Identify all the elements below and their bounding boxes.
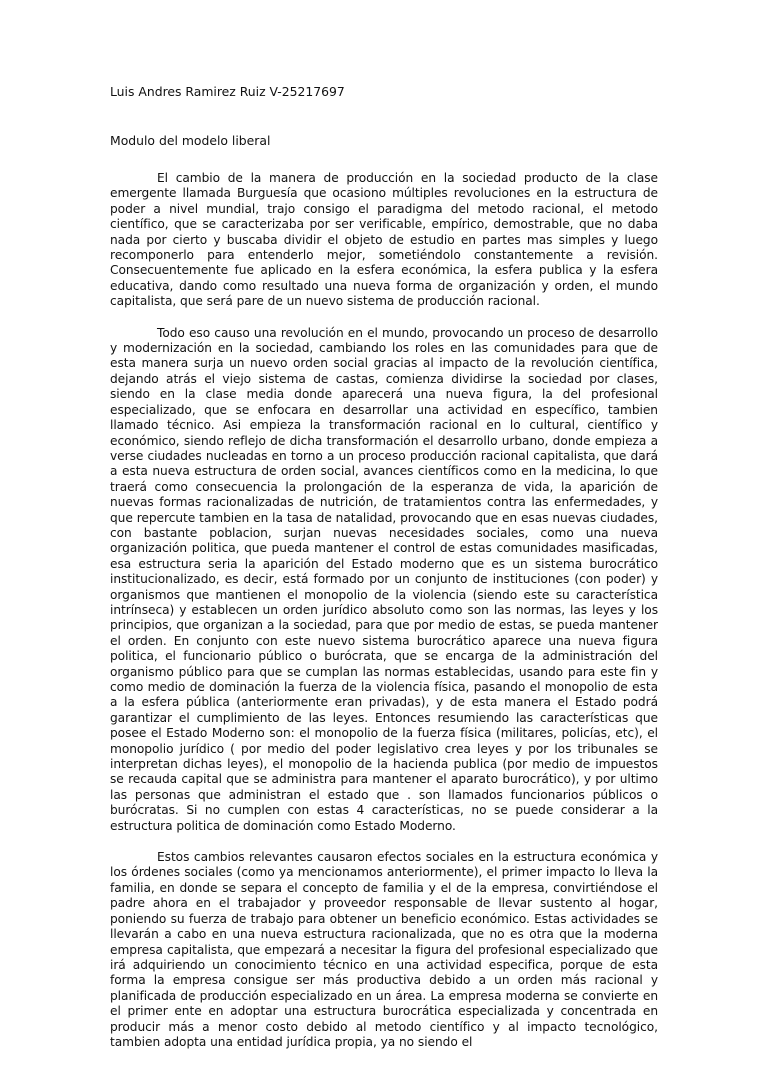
paragraph-2: Todo eso causo una revolución en el mundo, provocando un proceso de desarrollo y modernización en la sociedad, cambiando los roles en las comunidades para que de esta manera surja un nuevo orden social gracias al impacto de la revolución científica, dejando atrás el viejo sistema de castas, comienza dividirse la sociedad por clases, siendo en la clase media donde aparecerá una nueva figura, la del profesional especializado, que se enfocara en desarrollar una actividad en específico, tambien llamado técnico. Asi empieza la transformación racional en lo cultural, científico y económico, siendo reflejo de dicha transformación el desarrollo urbano, donde empieza a verse ciudades nucleadas en torno a un proceso producción racional capitalista, que dará a esta nueva estructura de orden social, avances científicos como en la medicina, lo que traerá como consecuencia la prolongación de la esperanza de vida, la aparición de nuevas formas racionalizadas de nutrición, de tratamientos contra las enfermedades, y que repercute tambien en la tasa de natalidad, provocando que en esas nuevas ciudades, con bastante poblacion, surjan nuevas necesidades sociales, como una nueva organización politica, que pueda mantener el control de estas comunidades masificadas, esa estructura seria la aparición del Estado moderno que es un sistema burocrático institucionalizado, es decir, está formado por un conjunto de instituciones (con poder) y organismos que mantienen el monopolio de la violencia (siendo este su característica intrínseca) y establecen un orden jurídico absoluto como son las normas, las leyes y los principios, que organizan a la sociedad, para que por medio de estas, se pueda mantener el orden. En conjunto con este nuevo sistema burocrático aparece una nueva figura politica, el funcionario público o burócrata, que se encarga de la administración del organismo público para que se cumplan las normas establecidas, usando para este fin y como medio de dominación la fuerza de la violencia física, pasando el monopolio de esta a la esfera pública (anteriormente eran privadas), y de esta manera el Estado podrá garantizar el cumplimiento de las leyes. Entonces resumiendo las características que posee el Estado Moderno son: el monopolio de la fuerza física (militares, policías, etc), el monopolio jurídico ( por medio del poder legislativo crea leyes y por los tribunales se interpretan dichas leyes), el monopolio de la hacienda publica (por medio de impuestos se recauda capital que se administra para mantener el aparato burocrático), y por ultimo las personas que administran el estado que . son llamados funcionarios públicos o burócratas. Si no cumplen con estas 4 características, no se puede considerar a la estructura politica de dominación como Estado Moderno.: [110, 325, 658, 833]
paragraph-1: El cambio de la manera de producción en la sociedad producto de la clase emergente llamada Burguesía que ocasiono múltiples revoluciones en la estructura de poder a nivel mundial, trajo consigo el paradigma del metodo racional, el metodo científico, que se caracterizaba por ser verificable, empírico, demostrable, que no daba nada por cierto y buscaba dividir el objeto de estudio en partes mas simples y luego recomponerlo para entenderlo mejor, sometiéndolo constantemente a revisión. Consecuentemente fue aplicado en la esfera económica, la esfera publica y la esfera educativa, dando como resultado una nueva forma de organización y orden, el mundo capitalista, que será pare de un nuevo sistema de producción racional.: [110, 171, 658, 309]
document-page: [110, 84, 658, 1066]
author-line: Luis Andres Ramirez Ruiz V-25217697: [110, 84, 345, 99]
paragraph-3: Estos cambios relevantes causaron efectos sociales en la estructura económica y los órdenes sociales (como ya mencionamos anteriormente), el primer impacto lo lleva la familia, en donde se separa el concepto de familia y el de la empresa, convirtiéndose el padre ahora en el trabajador y proveedor responsable de llevar sustento al hogar, poniendo su fuerza de trabajo para obtener un beneficio económico. Estas actividades se llevarán a cabo en una nueva estructura racionalizada, que no es otra que la moderna empresa capitalista, que empezará a necesitar la figura del profesional especializado que irá adquiriendo un conocimiento técnico en una actividad especifica, porque de esta forma la empresa consigue ser más productiva debido a un orden más racional y planificada de producción especializado en un área. La empresa moderna se convierte en el primer ente en adoptar una estructura burocrática especializada y concentrada en producir más a menor costo debido al metodo científico y al impacto tecnológico, tambien adopta una entidad jurídica propia, ya no siendo el: [110, 850, 658, 1049]
document-title: Modulo del modelo liberal: [110, 133, 271, 148]
